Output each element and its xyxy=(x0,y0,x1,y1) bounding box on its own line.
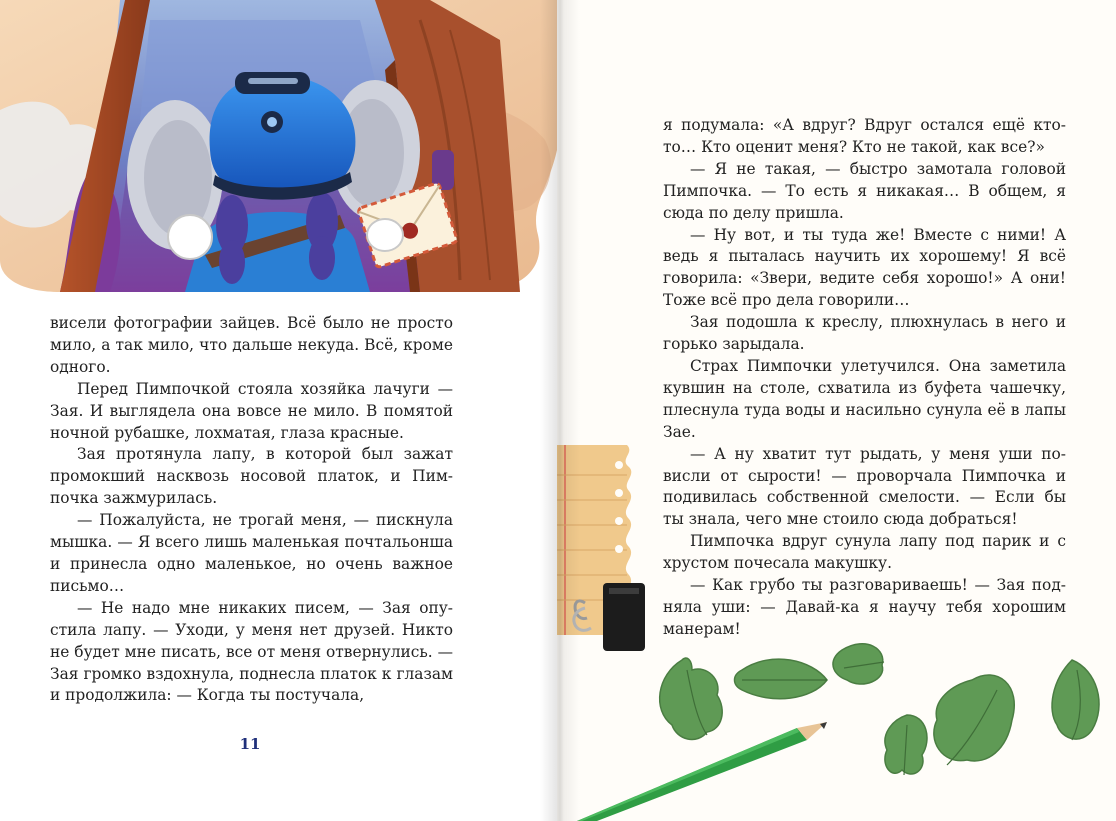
right-page-text xyxy=(663,115,1066,641)
page-number: 11 xyxy=(239,735,261,753)
left-page-text xyxy=(50,313,453,707)
paragraph: — Не надо мне никаких писем, — Зая опустила лапу. — Уходи, у меня нет друзей. Никто не будет мне писать, все от меня отвернулись. — Зая громко вздохнула, поднесла платок к глазам и продолжила: — Когда ты постучала, xyxy=(50,598,453,705)
paragraph: висели фотографии зайцев. Всё было не просто мило, а так мило, что дальше некуда. Всё, кроме одного. xyxy=(50,314,453,376)
paragraph: я подумала: «А вдруг? Вдруг остался ещё кто-то… Кто оценит меня? Кто не такой, как все?» xyxy=(663,116,1066,156)
paragraph: Зая протянула лапу, в которой был зажат промокший насквозь носовой платок, и Пимпочка зажмурилась. xyxy=(50,445,453,508)
paragraph: — Ну вот, и ты туда же! Вместе с ними! А ведь я пыталась научить их хорошему! Я всё говорила: «Звери, ведите себя хорошо!» А они! Тоже всё про дела говорили… xyxy=(663,225,1066,310)
mouse-postwoman-illustration xyxy=(0,0,557,292)
right-page xyxy=(557,0,1116,821)
left-page xyxy=(0,0,557,821)
paragraph: — Я не такая, — быстро замотала головой Пимпочка. — То есть я никакая… В общем, я сюда по делу пришла. xyxy=(663,159,1066,222)
pencil-icon xyxy=(577,720,827,821)
paragraph: Пимпочка вдруг сунула лапу под парик и с хрустом почесала макушку. xyxy=(663,532,1066,573)
binder-clip-icon xyxy=(565,578,655,658)
paragraph: Перед Пимпочкой стояла хозяйка лачуги — Зая. И выглядела она вовсе не мило. В помятой ночной рубашке, лохматая, глаза красные. xyxy=(50,379,453,442)
paragraph: Страх Пимпочки улетучился. Она заметила кувшин на столе, схватила из буфета чашечку, плеснула туда воды и насильно сунула её в лапы Зае. xyxy=(663,356,1066,441)
paragraph: — А ну хватит тут рыдать, у меня уши повисли от сырости! — проворчала Пимпочка и подивилась собственной смелости. — Если бы ты знала, чего мне стоило сюда добраться! xyxy=(663,444,1066,529)
paragraph: — Пожалуйста, не трогай меня, — пискнула мышка. — Я всего лишь маленькая почтальонша и принесла одно маленькое, но очень важное письмо… xyxy=(50,511,453,595)
paragraph: — Как грубо ты разговариваешь! — Зая подняла уши: — Давай-ка я научу тебя хорошим манерам! xyxy=(663,576,1066,638)
paragraph: Зая подошла к креслу, плюхнулась в него и горько зарыдала. xyxy=(663,313,1066,354)
